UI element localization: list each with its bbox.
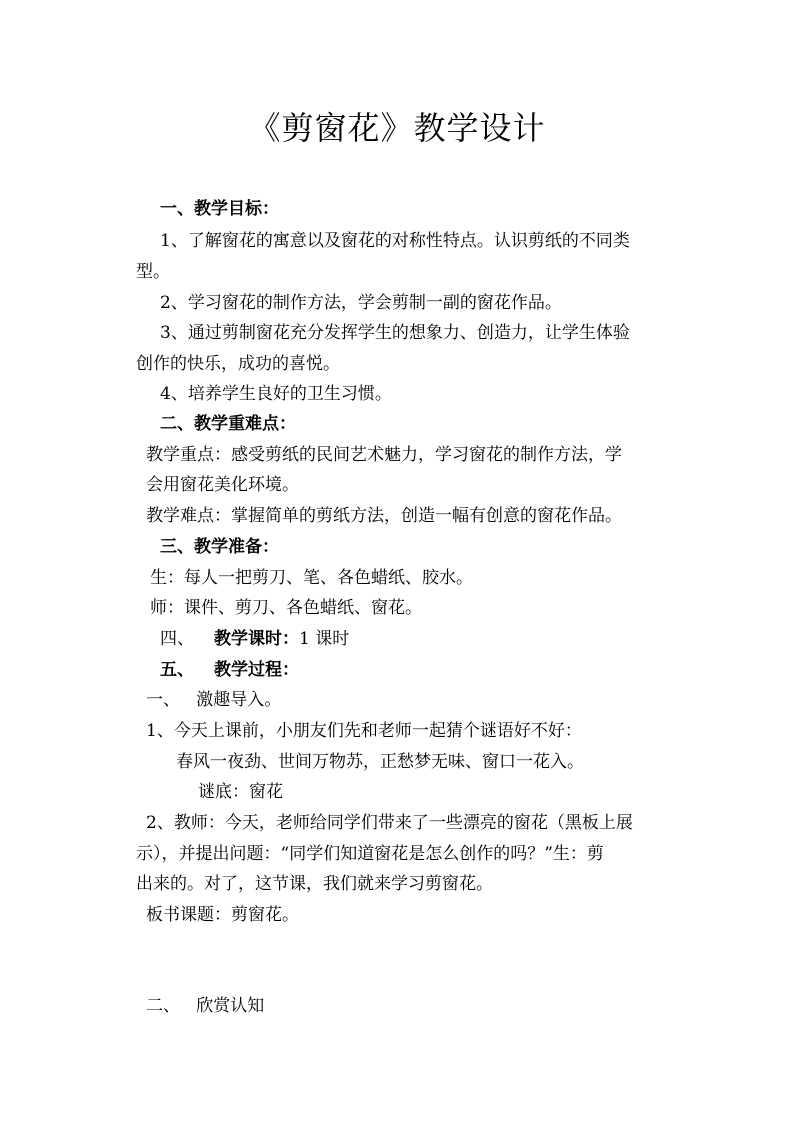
riddle-text: 春风一夜劲、世间万物苏，正愁梦无味、窗口一花入。 — [176, 752, 584, 772]
section-heading-objectives: 一、教学目标： — [160, 199, 279, 219]
process-step-1-item-1: 1、今天上课前，小朋友们先和老师一起猜个谜语好不好： — [146, 721, 582, 741]
process-step-1-item-2-line-3: 出来的。对了，这节课，我们就来学习剪窗花。 — [136, 874, 493, 894]
process-step-1-item-2-line-1: 2、教师：今天，老师给同学们带来了一些漂亮的窗花（黑板上展 — [146, 813, 633, 833]
preparation-student: 生：每人一把剪刀、笔、各色蜡纸、胶水。 — [150, 568, 473, 588]
process-step-2-heading: 二、 欣赏认知 — [146, 996, 265, 1016]
section-5-label: 教学过程： — [214, 660, 299, 680]
riddle-answer: 谜底：窗花 — [198, 782, 283, 802]
document-title: 《剪窗花》教学设计 — [248, 109, 546, 147]
key-point-line-2: 会用窗花美化环境。 — [146, 475, 299, 495]
objective-3-line-2: 创作的快乐，成功的喜悦。 — [136, 354, 340, 374]
objective-3-line-1: 3、通过剪制窗花充分发挥学生的想象力、创造力，让学生体验 — [160, 323, 630, 343]
preparation-teacher: 师：课件、剪刀、各色蜡纸、窗花。 — [150, 598, 422, 618]
board-title: 板书课题：剪窗花。 — [146, 905, 299, 925]
section-4-value: 1 课时 — [299, 629, 350, 649]
process-step-1-heading: 一、 激趣导入。 — [146, 690, 282, 710]
section-4-number: 四、 — [160, 629, 194, 649]
objective-2: 2、学习窗花的制作方法，学会剪制一副的窗花作品。 — [160, 293, 562, 313]
section-heading-preparation: 三、教学准备： — [160, 537, 279, 557]
objective-4: 4、培养学生良好的卫生习惯。 — [160, 384, 392, 404]
key-point-line-1: 教学重点：感受剪纸的民间艺术魅力，学习窗花的制作方法，学 — [146, 445, 622, 465]
objective-1-line-2: 型。 — [136, 262, 170, 282]
section-5-number: 五、 — [160, 660, 194, 680]
objective-1-line-1: 1、了解窗花的寓意以及窗花的对称性特点。认识剪纸的不同类 — [160, 231, 630, 251]
section-4-label: 教学课时： — [214, 629, 299, 649]
process-step-1-item-2-line-2: 示），并提出问题：“同学们知道窗花是怎么创作的吗？”生：剪 — [136, 844, 604, 864]
section-heading-process — [160, 659, 299, 681]
section-heading-key-points: 二、教学重难点： — [160, 414, 296, 434]
section-heading-hours — [160, 628, 349, 650]
difficulty-point: 教学难点：掌握简单的剪纸方法，创造一幅有创意的窗花作品。 — [146, 506, 622, 526]
